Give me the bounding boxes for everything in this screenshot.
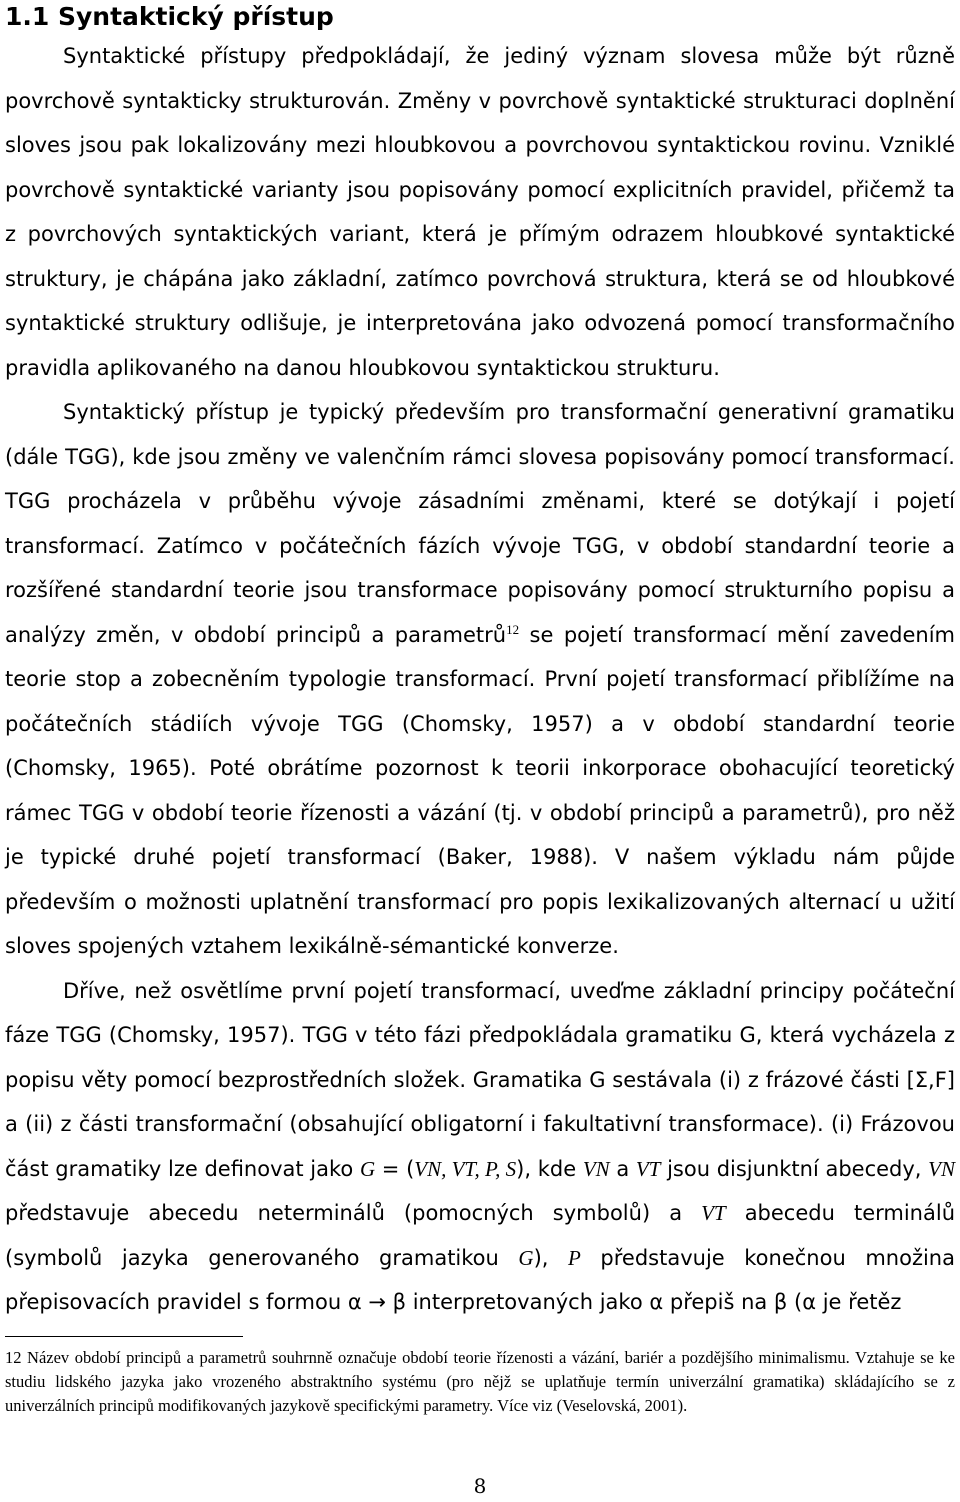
body-text [5,34,955,1325]
footnote-reference[interactable]: 12 [506,621,520,637]
footnote: 12 Název období principů a parametrů souhrnně označuje období teorie řízenosti a vázání, bariér a pozdějšího minimalismu. Vztahuje se ke studiu lidského jazyka jako vrozeného abstraktního systému (pro nějž se uplatňuje termín univerzální gramatika) skládajícího se z univerzálních principů modifikovaných jazykově specifickými parametry. Více viz (Veselovská, 2001). [5,1348,955,1415]
paragraph-3-text: abecedu terminálů (symbolů jazyka generovaného gramatikou [5,1201,956,1270]
paragraph-3-text: a [609,1156,636,1181]
page-number: 8 [473,1474,487,1498]
math-symbol: VT [701,1201,726,1225]
paragraph-2-text-a: Syntaktický přístup je typický především pro transformační generativní gramatiku (dále TGG), kde jsou změny ve valenčním rámci slovesa popisovány pomocí transformací. TGG procházela v průběhu vývoje zásadními změnami, které se dotýkají i pojetí transformací. Zatímco v počátečních fázích vývoje TGG, v období standardní teorie a rozšířené standardní teorie jsou transformace popisovány pomocí strukturního popisu a analýzy změn, v období principů a parametrů [5,400,955,647]
document-page [5,0,955,1325]
paragraph-3-text: představuje abecedu neterminálů (pomocných symbolů) a [5,1201,702,1225]
paragraph-3-text: jsou disjunktní abecedy, [660,1156,929,1181]
math-symbol: P [568,1245,581,1270]
paragraph-3-text: = ( [375,1156,415,1181]
paragraph-2 [5,390,955,969]
math-symbol: G [359,1156,376,1181]
paragraph-1: Syntaktické přístupy předpokládají, že jediný význam slovesa může být různě povrchově syntakticky strukturován. Změny v povrchově syntaktické strukturaci doplnění sloves jsou pak lokalizovány mezi hloubkovou a povrchovou syntaktickou rovinu. Vzniklé povrchově syntaktické varianty jsou popisovány pomocí explicitních pravidel, přičemž ta z povrchových syntaktických variant, která je přímým odrazem hloubkové syntaktické struktury, je chápána jako základní, zatímco povrchová struktura, která se od hloubkové syntaktické struktury odlišuje, je interpretována jako odvozená pomocí transformačního pravidla aplikovaného na danou hloubkovou syntaktickou strukturu. [5,44,955,380]
paragraph-3 [5,969,955,1325]
paragraph-3-text: představuje konečnou množina přepisovacích pravidel s formou α → β interpretovaných jako α přepiš na β (α je řetěz [5,1245,955,1314]
paragraph-3-text: ), [533,1245,569,1270]
math-symbol: VN [928,1156,955,1181]
section-heading: 1.1 Syntaktický přístup [5,2,334,31]
math-symbol: G [518,1245,534,1270]
math-symbol: VN, VT, P, S [414,1156,517,1181]
paragraph-3-text: Dříve, než osvětlíme první pojetí transformací, uveďme základní principy počáteční fáze TGG (Chomsky, 1957). TGG v této fázi předpokládala gramatiku G, která vycházela z popisu věty pomocí bezprostředních složek. Gramatika G sestávala (i) z frázové části [Σ,F] a (ii) z části transformační (obsahující obligatorní i fakultativní transformace). (i) Frázovou část gramatiky lze definovat jako [5,978,955,1181]
math-symbol: VN [582,1156,610,1181]
paragraph-2-text-b: se pojetí transformací mění zavedením teorie stop a zobecněním typologie transformací. První pojetí transformací přiblížíme na počátečních stádiích vývoje TGG (Chomsky, 1957) a v období standardní teorie (Chomsky, 1965). Poté obrátíme pozornost k teorii inkorporace obohacující teoretický rámec TGG v období teorie řízenosti a vázání (tj. v období principů a parametrů), pro něž je typické druhé pojetí transformací (Baker, 1988). V našem výkladu nám půjde především o možnosti uplatnění transformací pro popis lexikalizovaných alternací u užití sloves spojených vztahem lexikálně-sémantické konverze. [5,622,955,958]
footnote-separator [5,1336,243,1337]
paragraph-3-text: ), kde [516,1156,583,1181]
math-symbol: VT [635,1156,661,1181]
